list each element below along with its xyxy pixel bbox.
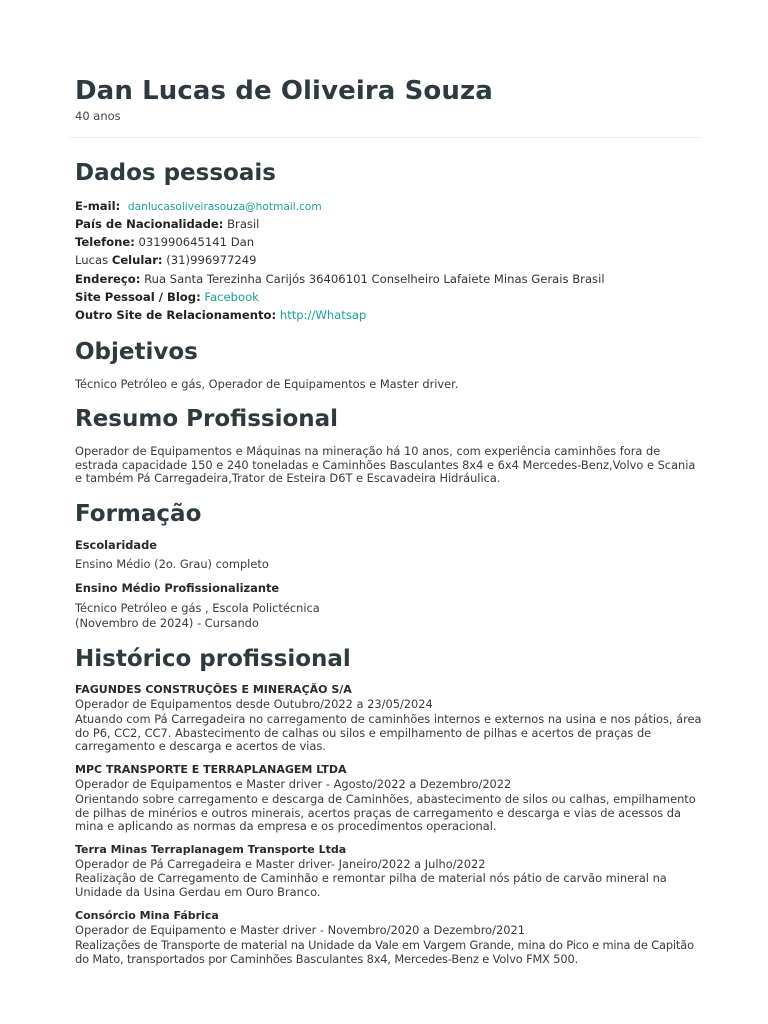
job-company: FAGUNDES CONSTRUÇÕES E MINERAÇÃO S/A: [75, 683, 352, 696]
site-row: [75, 288, 259, 306]
resumo-text: Operador de Equipamentos e Máquinas na mineração há 10 anos, com experiência caminhões fora de estrada capacidade 150 e 240 toneladas e Caminhões Basculantes 8x4 e 6x4 Mercedes-Benz,Volvo e Scania e também Pá Carregadeira,Trator de Esteira D6T e Escavadeira Hidráulica.: [75, 444, 696, 485]
job-role: Operador de Pá Carregadeira e Master driver- Janeiro/2022 a Julho/2022: [75, 857, 486, 871]
site-label: Site Pessoal / Blog:: [75, 290, 201, 304]
outro-site-row: [75, 306, 366, 324]
candidate-age: 40 anos: [75, 109, 121, 123]
job-description: Atuando com Pá Carregadeira no carregamento de caminhões internos e externos na usina e nos pátios, área do P6, CC2, CC7. Abastecimento de calhas ou silos e empilhamento de pilhas e acertos de praças de carregamento e descarga e acertos de vias.: [75, 712, 702, 753]
telefone-value: 031990645141 Dan: [138, 235, 255, 249]
header-divider: [70, 137, 700, 138]
nacionalidade-value: Brasil: [227, 217, 260, 231]
celular-prefix: Lucas: [75, 253, 109, 267]
job-company: Consórcio Mina Fábrica: [75, 909, 219, 922]
nacionalidade-row: [75, 215, 259, 233]
formacao-heading: Ensino Médio Profissionalizante: [75, 581, 280, 595]
endereco-row: [75, 270, 605, 288]
job-description: Realizações de Transporte de material na Unidade da Vale em Vargem Grande, mina do Pico e mina de Capitão do Mato, transportados por Caminhões Basculantes 8x4, Mercedes-Benz e Volvo FMX 500.: [75, 938, 694, 966]
email-link[interactable]: danlucasoliveirasouza@hotmail.com: [127, 201, 322, 213]
site-link[interactable]: Facebook: [204, 290, 259, 304]
formacao-heading: Escolaridade: [75, 538, 157, 552]
job-company: Terra Minas Terraplanagem Transporte Ltda: [75, 843, 347, 856]
job-company: MPC TRANSPORTE E TERRAPLANAGEM LTDA: [75, 763, 347, 776]
endereco-label: Endereço:: [75, 272, 141, 286]
outro-site-label: Outro Site de Relacionamento:: [75, 308, 277, 322]
section-title-objetivos: Objetivos: [75, 339, 198, 365]
section-title-dados-pessoais: Dados pessoais: [75, 160, 276, 186]
job-role: Operador de Equipamentos desde Outubro/2022 a 23/05/2024: [75, 697, 433, 711]
telefone-row: [75, 233, 254, 251]
job-description: Realização de Carregamento de Caminhão e remontar pilha de material nós pátio de carvão mineral na Unidade da Usina Gerdau em Ouro Branco.: [75, 871, 667, 899]
job-role: Operador de Equipamento e Master driver - Novembro/2020 a Dezembro/2021: [75, 923, 525, 937]
celular-row: [75, 251, 256, 269]
formacao-line: Ensino Médio (2o. Grau) completo: [75, 557, 269, 571]
section-title-resumo: Resumo Profissional: [75, 406, 339, 432]
section-title-formacao: Formação: [75, 501, 202, 527]
email-label: E-mail:: [75, 199, 121, 213]
celular-value: (31)996977249: [166, 253, 257, 267]
celular-label: Celular:: [111, 253, 163, 267]
section-title-historico: Histórico profissional: [75, 646, 351, 672]
formacao-line: Técnico Petróleo e gás , Escola Polictécnica: [75, 601, 320, 615]
telefone-label: Telefone:: [75, 235, 135, 249]
objetivos-text: Técnico Petróleo e gás, Operador de Equipamentos e Master driver.: [75, 377, 459, 391]
nacionalidade-label: País de Nacionalidade:: [75, 217, 224, 231]
job-description: Orientando sobre carregamento e descarga de Caminhões, abastecimento de silos ou calhas, empilhamento de pilhas de minérios e outros minerais, acertos praças de carregamento e descarga e vias de acessos da mina e aplicando as normas da empresa e os procedimentos operacional.: [75, 792, 696, 833]
candidate-name: Dan Lucas de Oliveira Souza: [75, 76, 493, 106]
formacao-line: (Novembro de 2024) - Cursando: [75, 616, 259, 630]
endereco-value: Rua Santa Terezinha Carijós 36406101 Conselheiro Lafaiete Minas Gerais Brasil: [144, 272, 605, 286]
email-row: [75, 197, 322, 216]
job-role: Operador de Equipamentos e Master driver - Agosto/2022 a Dezembro/2022: [75, 777, 512, 791]
outro-site-link[interactable]: http://Whatsap: [279, 308, 367, 322]
